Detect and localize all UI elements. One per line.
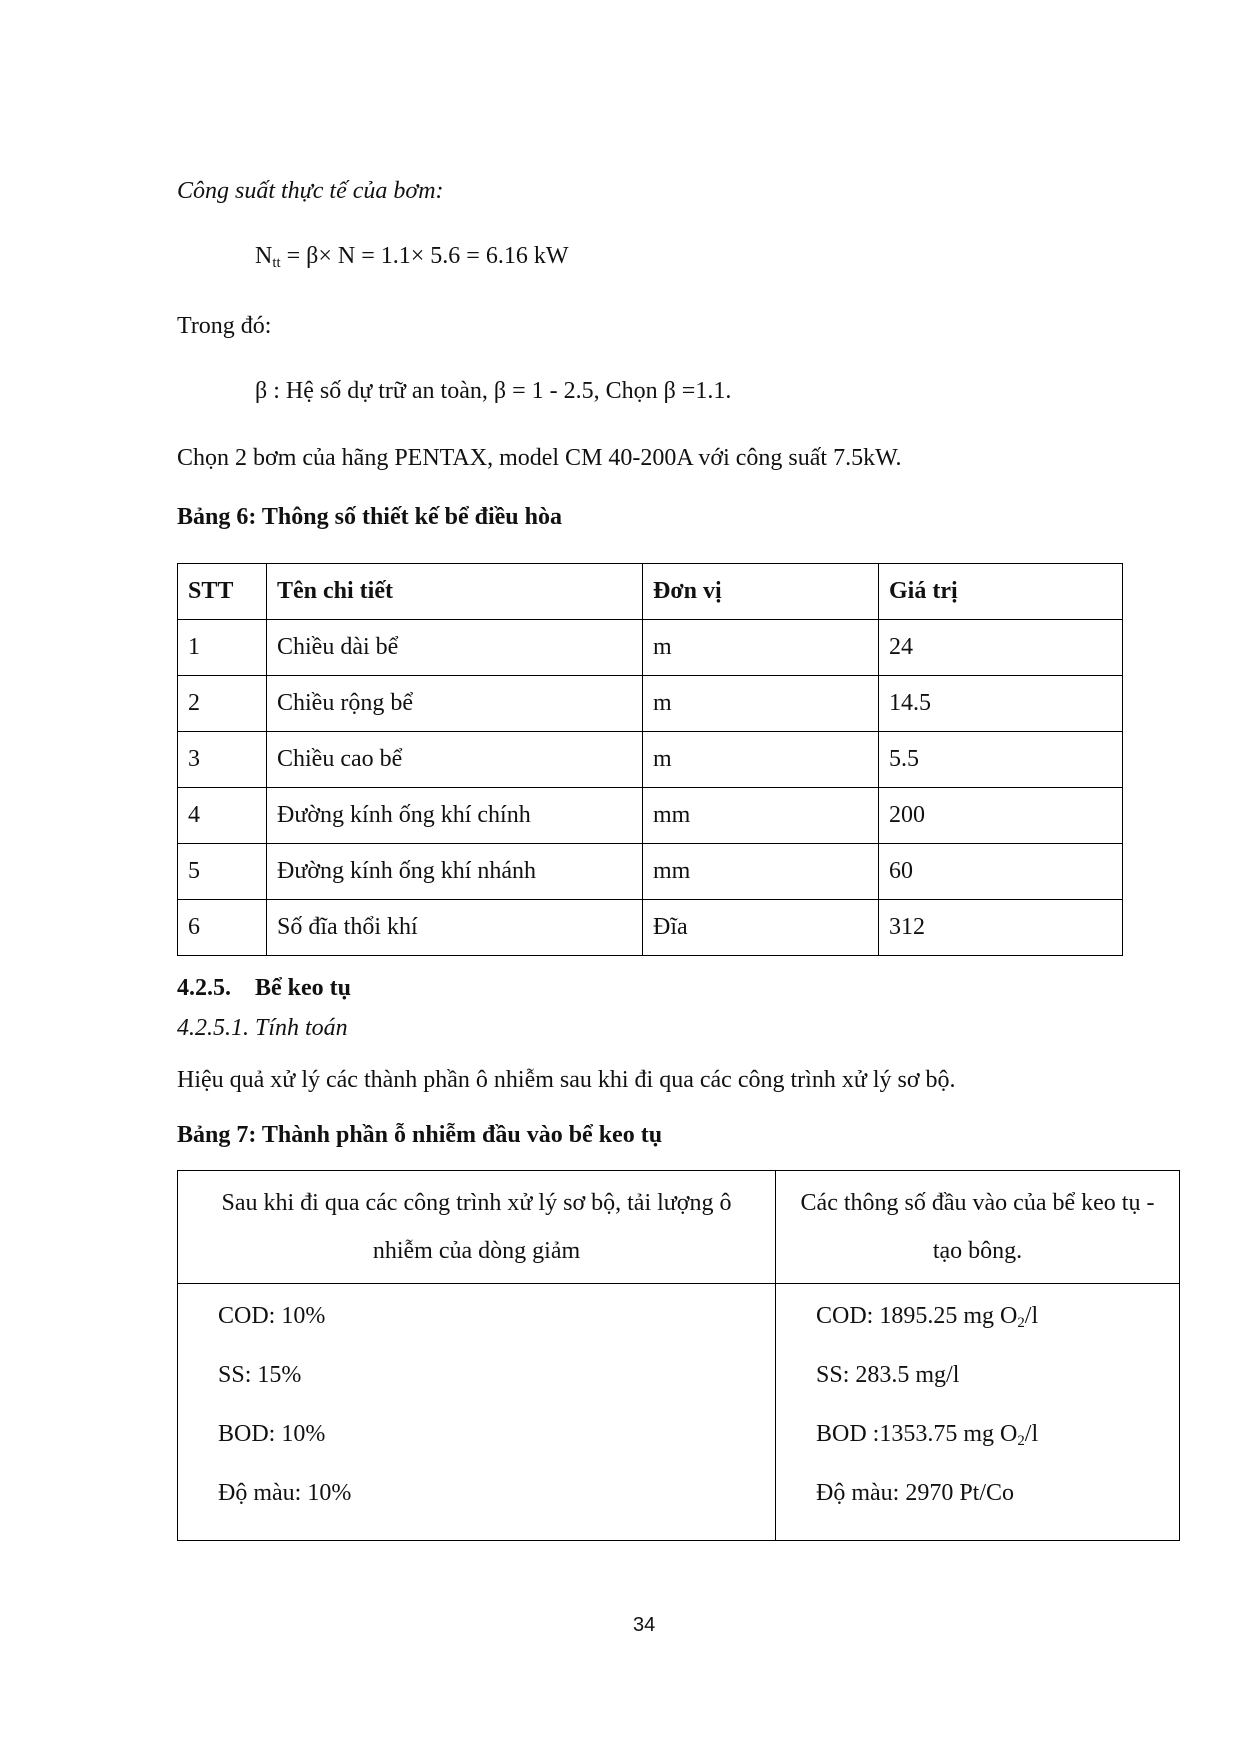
where-label: Trong đó: (177, 313, 272, 339)
bod-unit: /l (1024, 1421, 1039, 1447)
cell: Đường kính ống khí nhánh (267, 844, 643, 900)
table-row (178, 620, 1123, 676)
header-cell: Đơn vị (643, 564, 879, 620)
cell: 14.5 (879, 676, 1123, 732)
table-row (178, 900, 1123, 956)
cell: Chiều cao bể (267, 732, 643, 788)
header-cell: Các thông số đầu vào của bể keo tụ - tạo bông. (776, 1171, 1180, 1284)
section-title: Bể keo tụ (255, 975, 351, 1001)
header-cell: Sau khi đi qua các công trình xử lý sơ bộ, tải lượng ô nhiễm của dòng giảm (178, 1171, 776, 1284)
table-header-row (178, 564, 1123, 620)
list-item (816, 1294, 1159, 1353)
beta-definition: β : Hệ số dự trữ an toàn, β = 1 - 2.5, Chọn β =1.1. (255, 378, 732, 404)
intro-paragraph: Hiệu quả xử lý các thành phần ô nhiễm sau khi đi qua các công trình xử lý sơ bộ. (177, 1067, 956, 1093)
cell: 60 (879, 844, 1123, 900)
header-cell: Tên chi tiết (267, 564, 643, 620)
pump-power-formula (255, 243, 568, 272)
cell: 2 (178, 676, 267, 732)
cell: 3 (178, 732, 267, 788)
cell: mm (643, 844, 879, 900)
bod-subscript: 2 (1017, 1433, 1025, 1449)
bod-value: BOD :1353.75 mg O (816, 1421, 1018, 1447)
subsection-heading: 4.2.5.1. Tính toán (177, 1015, 348, 1041)
formula-rhs: = β× N = 1.1× 5.6 = 6.16 kW (280, 243, 569, 269)
section-number: 4.2.5. (177, 975, 231, 1001)
table7-caption: Bảng 7: Thành phần ỗ nhiễm đầu vào bể keo tụ (177, 1122, 663, 1148)
page-number: 34 (633, 1614, 656, 1636)
table6 (177, 563, 1123, 956)
header-cell: STT (178, 564, 267, 620)
formula-lhs: N (255, 243, 273, 269)
cod-value: COD: 1895.25 mg O (816, 1303, 1018, 1329)
cell: 200 (879, 788, 1123, 844)
reduction-cell (178, 1284, 776, 1541)
cell: 5.5 (879, 732, 1123, 788)
cell: 1 (178, 620, 267, 676)
table6-caption: Bảng 6: Thông số thiết kế bể điều hòa (177, 504, 562, 530)
cell: Số đĩa thổi khí (267, 900, 643, 956)
cell: m (643, 732, 879, 788)
formula-subscript: tt (272, 255, 281, 271)
cell: m (643, 620, 879, 676)
cod-unit: /l (1024, 1303, 1039, 1329)
list-item: BOD: 10% (218, 1421, 326, 1447)
list-item: SS: 283.5 mg/l (816, 1362, 960, 1388)
cell: Đường kính ống khí chính (267, 788, 643, 844)
cell: 24 (879, 620, 1123, 676)
table-row (178, 732, 1123, 788)
list-item: SS: 15% (218, 1362, 302, 1388)
table-row (178, 788, 1123, 844)
cell: m (643, 676, 879, 732)
list-item: COD: 10% (218, 1303, 326, 1329)
pump-power-heading: Công suất thực tế của bơm: (177, 178, 444, 204)
cell: 4 (178, 788, 267, 844)
cell: mm (643, 788, 879, 844)
table-row (178, 844, 1123, 900)
table7 (177, 1170, 1180, 1541)
cell: Chiều dài bể (267, 620, 643, 676)
header-cell: Giá trị (879, 564, 1123, 620)
cod-subscript: 2 (1017, 1315, 1025, 1331)
list-item: Độ màu: 10% (218, 1480, 352, 1506)
table-header-row (178, 1171, 1180, 1284)
table-row (178, 1284, 1180, 1541)
list-item (816, 1412, 1159, 1471)
table-row (178, 676, 1123, 732)
input-params-cell (776, 1284, 1180, 1541)
cell: Chiều rộng bể (267, 676, 643, 732)
cell: Đĩa (643, 900, 879, 956)
list-item: Độ màu: 2970 Pt/Co (816, 1480, 1015, 1506)
cell: 5 (178, 844, 267, 900)
section-heading (177, 975, 351, 1002)
cell: 312 (879, 900, 1123, 956)
cell: 6 (178, 900, 267, 956)
pump-choice-text: Chọn 2 bơm của hãng PENTAX, model CM 40-200A với công suất 7.5kW. (177, 445, 902, 471)
